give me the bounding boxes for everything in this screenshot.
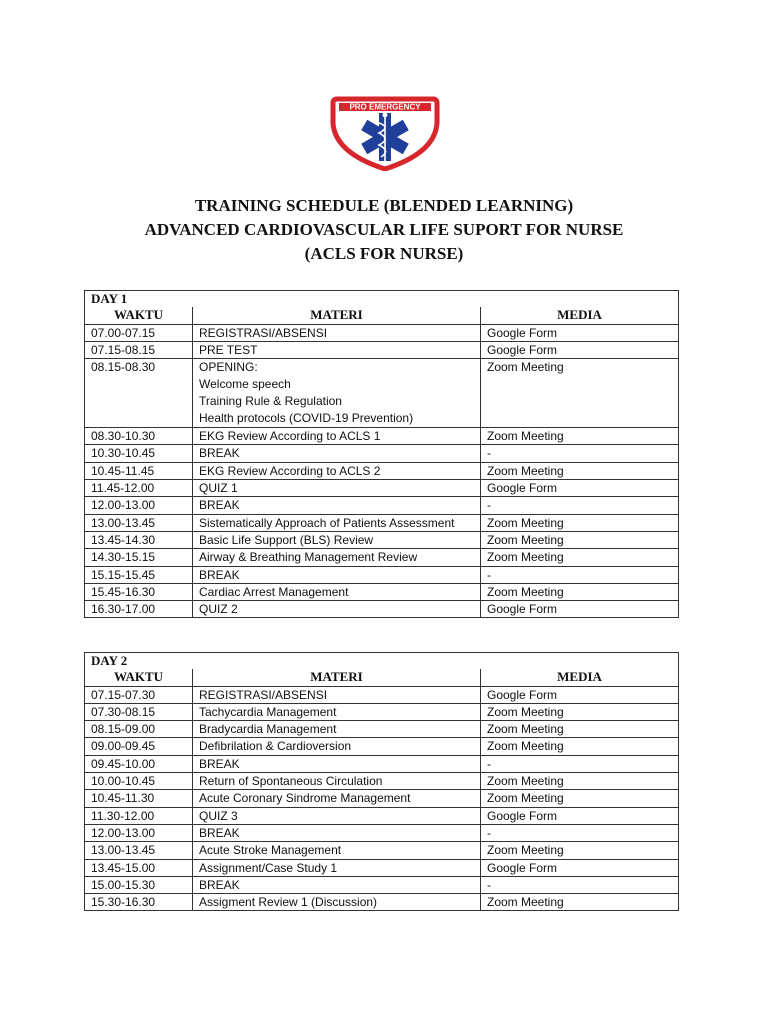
media-cell: Zoom Meeting (481, 773, 679, 790)
materi-cell (193, 790, 481, 807)
time-cell: 07.30-08.15 (85, 703, 193, 720)
document-titles (0, 194, 768, 266)
logo-shield-icon (329, 93, 441, 171)
materi-cell (193, 531, 481, 548)
time-cell: 11.30-12.00 (85, 807, 193, 824)
materi-cell (193, 549, 481, 566)
materi-line: REGISTRASI/ABSENSI (199, 325, 328, 340)
table-row (85, 824, 679, 841)
time-cell: 10.00-10.45 (85, 773, 193, 790)
materi-cell (193, 894, 481, 911)
media-cell: Zoom Meeting (481, 842, 679, 859)
table-row (85, 790, 679, 807)
table-row (85, 842, 679, 859)
time-cell: 07.15-07.30 (85, 686, 193, 703)
media-cell: Google Form (481, 324, 679, 341)
header-materi: MATERI (193, 307, 481, 324)
materi-cell (193, 428, 481, 445)
title-line-3: (ACLS FOR NURSE) (304, 244, 464, 263)
materi-line: Bradycardia Management (199, 722, 337, 737)
materi-line: PRE TEST (199, 342, 258, 357)
materi-cell (193, 583, 481, 600)
header-waktu: WAKTU (85, 307, 193, 324)
media-cell: - (481, 445, 679, 462)
table-row (85, 876, 679, 893)
header-media: MEDIA (481, 307, 679, 324)
materi-cell (193, 824, 481, 841)
header-media: MEDIA (481, 669, 679, 686)
day1-schedule-table (84, 290, 679, 618)
day1-label: DAY 1 (85, 291, 679, 308)
media-cell: Zoom Meeting (481, 703, 679, 720)
time-cell: 15.30-16.30 (85, 894, 193, 911)
media-cell: Zoom Meeting (481, 738, 679, 755)
materi-line: EKG Review According to ACLS 1 (199, 429, 381, 444)
materi-line: QUIZ 1 (199, 481, 238, 496)
materi-cell (193, 773, 481, 790)
time-cell: 08.15-08.30 (85, 359, 193, 428)
table-row (85, 445, 679, 462)
materi-cell (193, 359, 481, 428)
materi-line: BREAK (199, 825, 240, 840)
table-row (85, 738, 679, 755)
title-line-2: ADVANCED CARDIOVASCULAR LIFE SUPORT FOR NURSE (144, 220, 624, 239)
pro-emergency-logo (329, 93, 441, 171)
media-cell: - (481, 824, 679, 841)
materi-line: OPENING: (199, 360, 258, 375)
table-row (85, 583, 679, 600)
materi-cell (193, 738, 481, 755)
day1-header-row (85, 307, 679, 324)
materi-line: Tachycardia Management (199, 704, 337, 719)
media-cell: Zoom Meeting (481, 894, 679, 911)
media-cell: - (481, 497, 679, 514)
time-cell: 10.30-10.45 (85, 445, 193, 462)
materi-line: Assigment Review 1 (Discussion) (199, 895, 378, 910)
time-cell: 08.30-10.30 (85, 428, 193, 445)
materi-line: Acute Stroke Management (199, 843, 342, 858)
materi-line: Sistematically Approach of Patients Assessment (199, 515, 455, 530)
time-cell: 09.45-10.00 (85, 755, 193, 772)
materi-line: QUIZ 2 (199, 602, 238, 617)
materi-line: REGISTRASI/ABSENSI (199, 687, 328, 702)
materi-line: EKG Review According to ACLS 2 (199, 463, 381, 478)
time-cell: 10.45-11.45 (85, 462, 193, 479)
materi-cell (193, 445, 481, 462)
time-cell: 12.00-13.00 (85, 497, 193, 514)
table-row (85, 549, 679, 566)
table-row (85, 462, 679, 479)
materi-line: Health protocols (COVID-19 Prevention) (199, 411, 414, 426)
time-cell: 12.00-13.00 (85, 824, 193, 841)
materi-cell (193, 566, 481, 583)
materi-cell (193, 497, 481, 514)
table-row (85, 721, 679, 738)
media-cell: Zoom Meeting (481, 359, 679, 428)
media-cell: Zoom Meeting (481, 514, 679, 531)
table-row (85, 686, 679, 703)
materi-line: Defibrilation & Cardioversion (199, 739, 352, 754)
materi-line: BREAK (199, 756, 240, 771)
media-cell: - (481, 566, 679, 583)
day2-header-row (85, 669, 679, 686)
media-cell: Google Form (481, 480, 679, 497)
logo-text: PRO EMERGENCY (349, 102, 421, 112)
media-cell: Zoom Meeting (481, 790, 679, 807)
header-waktu: WAKTU (85, 669, 193, 686)
media-cell: Google Form (481, 341, 679, 358)
table-row (85, 566, 679, 583)
time-cell: 09.00-09.45 (85, 738, 193, 755)
time-cell: 13.45-14.30 (85, 531, 193, 548)
table-row (85, 480, 679, 497)
table-row (85, 428, 679, 445)
table-row (85, 773, 679, 790)
materi-line: Assignment/Case Study 1 (199, 860, 338, 875)
media-cell: Zoom Meeting (481, 549, 679, 566)
table-row (85, 341, 679, 358)
materi-cell (193, 755, 481, 772)
time-cell: 14.30-15.15 (85, 549, 193, 566)
table-row (85, 497, 679, 514)
time-cell: 13.00-13.45 (85, 842, 193, 859)
title-line-1: TRAINING SCHEDULE (BLENDED LEARNING) (194, 196, 574, 215)
time-cell: 13.45-15.00 (85, 859, 193, 876)
materi-line: Welcome speech (199, 377, 291, 392)
time-cell: 10.45-11.30 (85, 790, 193, 807)
day2-schedule-table (84, 652, 679, 911)
table-row (85, 807, 679, 824)
time-cell: 15.45-16.30 (85, 583, 193, 600)
materi-line: BREAK (199, 567, 240, 582)
materi-cell (193, 721, 481, 738)
time-cell: 13.00-13.45 (85, 514, 193, 531)
media-cell: Zoom Meeting (481, 462, 679, 479)
media-cell: Zoom Meeting (481, 428, 679, 445)
day2-label: DAY 2 (85, 653, 679, 670)
table-row (85, 514, 679, 531)
materi-line: Training Rule & Regulation (199, 394, 342, 409)
table-row (85, 755, 679, 772)
media-cell: - (481, 876, 679, 893)
materi-line: BREAK (199, 446, 240, 461)
materi-cell (193, 842, 481, 859)
media-cell: Google Form (481, 601, 679, 618)
table-row (85, 531, 679, 548)
table-row (85, 894, 679, 911)
table-row (85, 703, 679, 720)
header-materi: MATERI (193, 669, 481, 686)
materi-cell (193, 462, 481, 479)
time-cell: 07.15-08.15 (85, 341, 193, 358)
materi-line: Acute Coronary Sindrome Management (199, 791, 411, 806)
materi-line: Return of Spontaneous Circulation (199, 774, 383, 789)
time-cell: 15.00-15.30 (85, 876, 193, 893)
materi-cell (193, 876, 481, 893)
materi-line: QUIZ 3 (199, 808, 238, 823)
materi-cell (193, 686, 481, 703)
materi-line: Airway & Breathing Management Review (199, 550, 418, 565)
media-cell: Zoom Meeting (481, 721, 679, 738)
table-row (85, 324, 679, 341)
materi-cell (193, 324, 481, 341)
table-row (85, 859, 679, 876)
media-cell: Zoom Meeting (481, 583, 679, 600)
media-cell: - (481, 755, 679, 772)
media-cell: Google Form (481, 859, 679, 876)
time-cell: 16.30-17.00 (85, 601, 193, 618)
time-cell: 11.45-12.00 (85, 480, 193, 497)
table-row (85, 359, 679, 428)
media-cell: Zoom Meeting (481, 531, 679, 548)
materi-cell (193, 703, 481, 720)
materi-line: Cardiac Arrest Management (199, 584, 349, 599)
media-cell: Google Form (481, 807, 679, 824)
materi-cell (193, 341, 481, 358)
time-cell: 07.00-07.15 (85, 324, 193, 341)
materi-cell (193, 514, 481, 531)
materi-line: BREAK (199, 877, 240, 892)
materi-line: BREAK (199, 498, 240, 513)
time-cell: 08.15-09.00 (85, 721, 193, 738)
materi-line: Basic Life Support (BLS) Review (199, 532, 374, 547)
materi-cell (193, 859, 481, 876)
time-cell: 15.15-15.45 (85, 566, 193, 583)
table-row (85, 601, 679, 618)
media-cell: Google Form (481, 686, 679, 703)
materi-cell (193, 807, 481, 824)
materi-cell (193, 601, 481, 618)
materi-cell (193, 480, 481, 497)
